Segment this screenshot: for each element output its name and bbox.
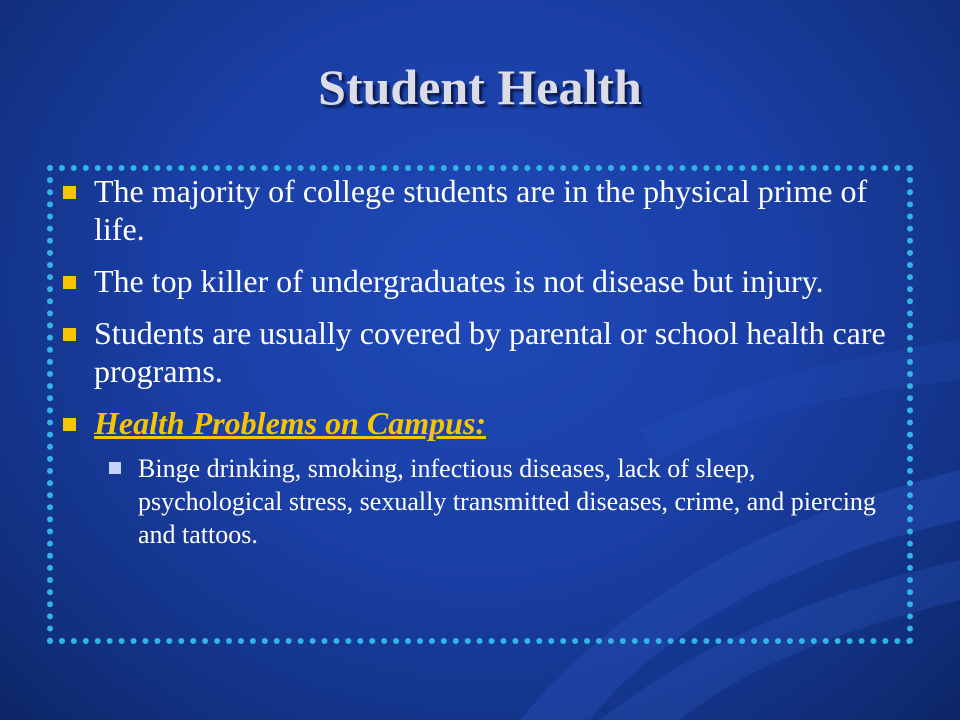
bullet-item — [60, 172, 900, 248]
sub-bullet-item — [104, 452, 900, 551]
square-bullet-icon — [63, 328, 76, 341]
health-problems-heading: Health Problems on Campus: — [94, 405, 487, 441]
bullet-item — [60, 262, 900, 300]
bullet-text: Students are usually covered by parental or school health care programs. — [94, 315, 886, 389]
square-bullet-icon — [63, 418, 76, 431]
bullet-item — [60, 314, 900, 390]
bullet-list — [60, 172, 900, 565]
square-bullet-icon — [63, 276, 76, 289]
slide-title: Student Health — [318, 59, 642, 115]
sub-bullet-text: Binge drinking, smoking, infectious diseases, lack of sleep, psychological stress, sexually transmitted diseases, crime, and piercing and tattoos. — [138, 454, 876, 549]
sub-bullet-list — [104, 452, 900, 551]
bullet-text: The top killer of undergraduates is not disease but injury. — [94, 263, 824, 299]
square-bullet-icon — [63, 186, 76, 199]
bullet-item-health-problems — [60, 404, 900, 551]
square-bullet-icon — [109, 462, 121, 474]
bullet-text: The majority of college students are in the physical prime of life. — [94, 173, 868, 247]
